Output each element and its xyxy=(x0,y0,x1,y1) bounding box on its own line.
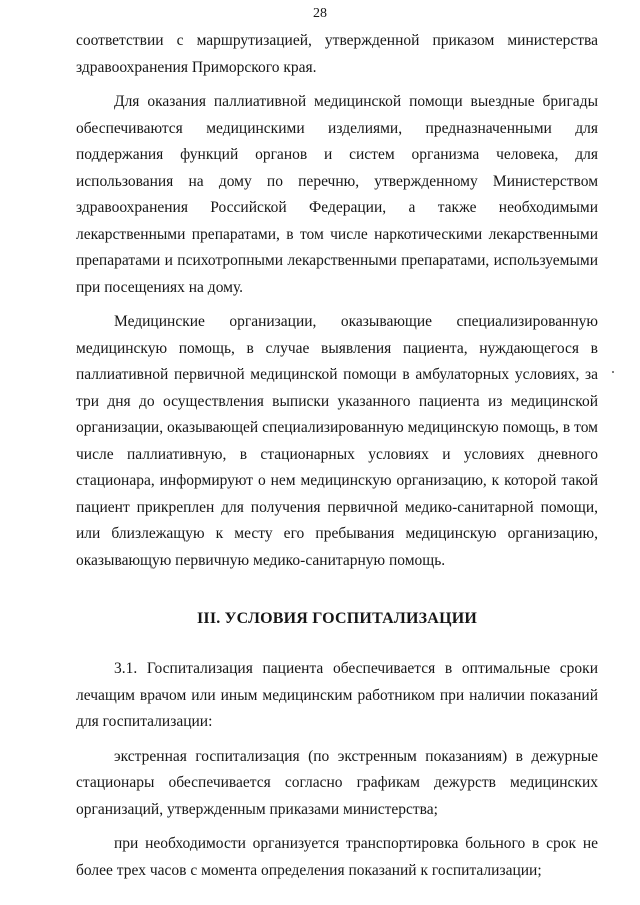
paragraph-routing-continuation: соответствии с маршрутизацией, утвержденной приказом министерства здравоохранения Приморского края. xyxy=(76,32,598,76)
paragraph-emergency-hospitalization: экстренная госпитализация (по экстренным показаниям) в дежурные стационары обеспечивается согласно графикам дежурств медицинских организаций, утвержденным приказами министерства; xyxy=(76,747,598,818)
paragraph-specialized-organizations: Медицинские организации, оказывающие специализированную медицинскую помощь, в случае выявления пациента, нуждающегося в паллиативной первичной медицинской помощи в амбулаторных условиях, за три дня до осуществления выписки указанного пациента из медицинской организации, оказывающей специализированную медицинскую помощь, в том числе паллиативную, в стационарных условиях и условиях дневного стационара, информируют о нем медицинскую организацию, к которой такой пациент прикреплен для получения первичной медико-санитарной помощи, или близлежащую к месту его пребывания медицинскую организацию, оказывающую первичную медико-санитарную помощь. xyxy=(76,313,598,569)
document-body xyxy=(76,28,598,884)
scan-speck xyxy=(612,371,614,373)
paragraph-palliative-teams: Для оказания паллиативной медицинской помощи выездные бригады обеспечиваются медицинскими изделиями, предназначенными для поддержания функций органов и систем организма человека, для использования на дому по перечню, утвержденному Министерством здравоохранения Российской Федерации, а также необходимыми лекарственными препаратами, в том числе наркотическими лекарственными препаратами и психотропными лекарственными препаратами, используемыми при посещениях на дому. xyxy=(76,93,598,296)
paragraph-hospitalization-3-1: 3.1. Госпитализация пациента обеспечивается в оптимальные сроки лечащим врачом или иным медицинским работником при наличии показаний для госпитализации: xyxy=(76,660,598,730)
page-number: 28 xyxy=(313,6,327,21)
section-heading: III. УСЛОВИЯ ГОСПИТАЛИЗАЦИИ xyxy=(196,610,478,627)
paragraph-transportation: при необходимости организуется транспортировка больного в срок не более трех часов с момента определения показаний к госпитализации; xyxy=(76,835,598,879)
